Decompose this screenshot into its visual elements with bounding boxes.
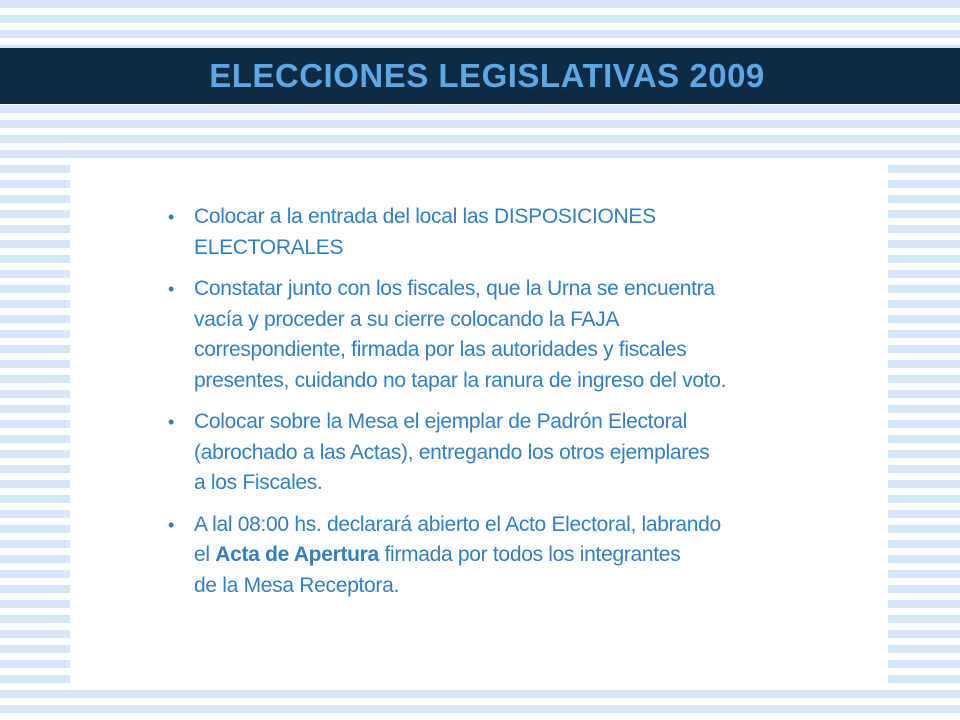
- bullet-line: a los Fiscales.: [194, 471, 323, 494]
- bullet-icon: •: [168, 279, 175, 299]
- acta-apertura-emphasis: Acta de Apertura: [215, 543, 379, 566]
- bullet-line: correspondiente, firmada por las autoridades y fiscales: [194, 338, 687, 361]
- list-item: [162, 510, 842, 602]
- bullet-icon: •: [168, 412, 175, 432]
- page-title: ELECCIONES LEGISLATIVAS 2009: [209, 57, 765, 94]
- bullet-line: [194, 540, 842, 571]
- bullet-text-pre: el: [194, 543, 216, 566]
- bullet-line: de la Mesa Receptora.: [194, 573, 399, 597]
- bullet-line: vacía y proceder a su cierre colocando la FAJA: [194, 307, 620, 331]
- content-box: [70, 160, 888, 688]
- bullet-list: [162, 202, 842, 612]
- bullet-line: ELECTORALES: [194, 235, 344, 259]
- list-item: [162, 202, 842, 263]
- bullet-icon: •: [168, 207, 175, 227]
- bullet-line: A lal 08:00 hs. declarará abierto el Acto Electoral, labrando: [194, 512, 721, 536]
- list-item: [162, 274, 842, 396]
- bullet-line: presentes, cuidando no tapar la ranura de ingreso del voto.: [194, 368, 727, 392]
- bullet-line: Colocar a la entrada del local las DISPOSICIONES: [194, 205, 656, 228]
- bullet-line: Constatar junto con los fiscales, que la Urna se encuentra: [194, 277, 715, 300]
- bullet-line: Colocar sobre la Mesa el ejemplar de Padrón Electoral: [194, 410, 688, 433]
- bullet-line: (abrochado a las Actas), entregando los otros ejemplares: [194, 440, 710, 464]
- bullet-icon: •: [168, 514, 175, 535]
- title-bar: [0, 48, 960, 104]
- bullet-text-post: firmada por todos los integrantes: [378, 543, 681, 566]
- list-item: [162, 407, 842, 499]
